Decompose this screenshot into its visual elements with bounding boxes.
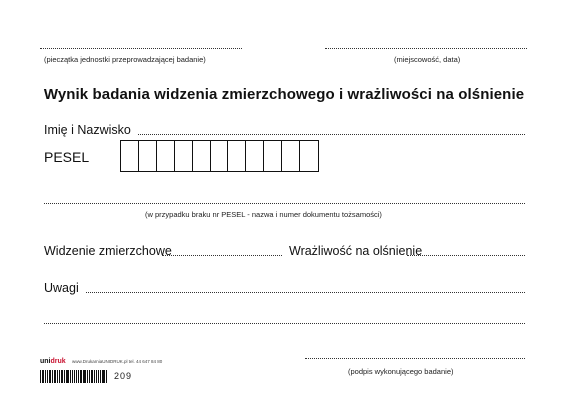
pesel-digit-box[interactable]: [299, 140, 319, 172]
barcode-bar: [102, 370, 105, 383]
barcode-bar: [87, 370, 88, 383]
barcode-bar: [57, 370, 58, 383]
pesel-digit-box[interactable]: [156, 140, 176, 172]
barcode-bar: [47, 370, 48, 383]
glare-sensitivity-label: Wrażliwość na olśnienie: [289, 244, 423, 258]
brand-details: www.DrukarniaUNIDRUK.pl tel. 44 647 84 80: [72, 359, 163, 364]
barcode-bar: [76, 370, 77, 383]
pesel-digit-box[interactable]: [227, 140, 247, 172]
barcode-bar: [74, 370, 76, 383]
barcode-graphic: [40, 370, 108, 383]
barcode-bar: [91, 370, 93, 383]
barcode-bar: [61, 370, 63, 383]
name-label: Imię i Nazwisko: [44, 123, 131, 137]
barcode-bar: [80, 370, 82, 383]
barcode-bar: [40, 370, 41, 383]
document-caption: (w przypadku braku nr PESEL - nazwa i numer dokumentu tożsamości): [145, 210, 382, 219]
pesel-boxes: [120, 140, 319, 172]
barcode-bar: [96, 370, 97, 383]
place-date-caption: (miejscowość, data): [394, 55, 461, 64]
pesel-digit-box[interactable]: [192, 140, 212, 172]
stamp-line: [40, 48, 242, 49]
barcode-bar: [106, 370, 107, 383]
barcode-bar: [64, 370, 65, 383]
document-title: Wynik badania widzenia zmierzchowego i wrażliwości na olśnienie: [43, 86, 525, 103]
barcode-bar: [49, 370, 52, 383]
pesel-digit-box[interactable]: [263, 140, 283, 172]
remarks-label: Uwagi: [44, 281, 79, 295]
barcode-bar: [94, 370, 95, 383]
barcode-bar: [54, 370, 56, 383]
barcode-bar: [52, 370, 53, 383]
pesel-label: PESEL: [44, 149, 90, 165]
remarks-field-line-1[interactable]: [86, 292, 525, 293]
stamp-caption: (pieczątka jednostki przeprowadzającej badanie): [44, 55, 206, 64]
barcode-bar: [70, 370, 71, 383]
document-field[interactable]: [44, 203, 525, 204]
barcode-bar: [89, 370, 90, 383]
barcode-bar: [45, 370, 46, 383]
pesel-digit-box[interactable]: [138, 140, 158, 172]
remarks-field-line-2[interactable]: [44, 323, 525, 324]
twilight-vision-field[interactable]: [162, 255, 282, 256]
barcode-bar: [83, 370, 86, 383]
place-date-line: [325, 48, 527, 49]
brand-logo: unidruk: [40, 358, 66, 365]
twilight-vision-label: Widzenie zmierzchowe: [44, 244, 172, 258]
pesel-digit-box[interactable]: [120, 140, 140, 172]
barcode-bar: [42, 370, 44, 383]
barcode-bar: [100, 370, 101, 383]
glare-sensitivity-field[interactable]: [407, 255, 525, 256]
name-field[interactable]: [138, 134, 525, 135]
barcode-bar: [98, 370, 100, 383]
barcode-bar: [59, 370, 60, 383]
form-code: 209: [114, 371, 133, 381]
pesel-digit-box[interactable]: [245, 140, 265, 172]
barcode-bar: [72, 370, 73, 383]
signature-caption: (podpis wykonującego badanie): [348, 367, 454, 376]
pesel-digit-box[interactable]: [281, 140, 301, 172]
pesel-digit-box[interactable]: [210, 140, 230, 172]
barcode-bar: [78, 370, 79, 383]
pesel-digit-box[interactable]: [174, 140, 194, 172]
signature-line: [305, 358, 525, 359]
barcode-bar: [66, 370, 69, 383]
